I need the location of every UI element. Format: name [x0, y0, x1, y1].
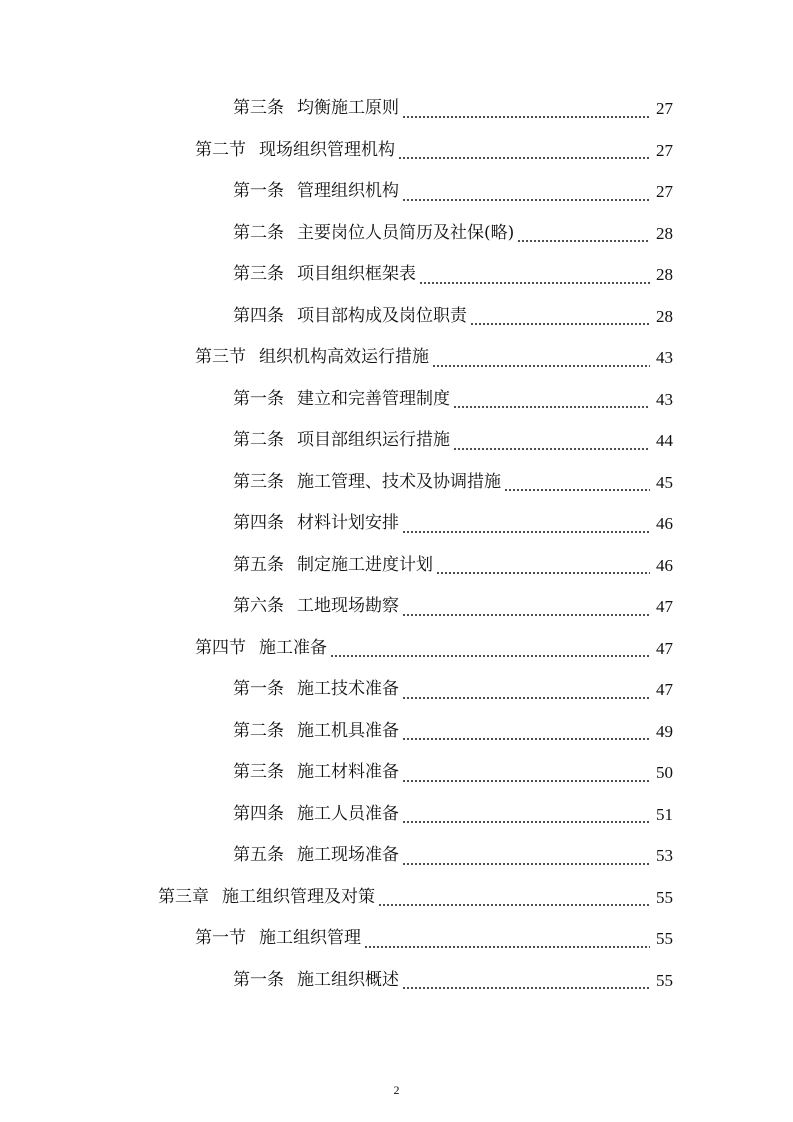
- toc-dot-leader: [432, 365, 650, 367]
- toc-dot-leader: [419, 282, 650, 284]
- toc-dot-leader: [402, 738, 650, 740]
- toc-entry-page: 43: [656, 389, 673, 409]
- toc-entry[interactable]: [0, 296, 793, 338]
- toc-dot-leader: [378, 904, 650, 906]
- toc-entry[interactable]: [0, 918, 793, 960]
- toc-entry-number: 第四节: [195, 637, 246, 658]
- toc-entry-page: 27: [656, 140, 673, 160]
- toc-entry[interactable]: [0, 171, 793, 213]
- toc-entry-title: 施工管理、技术及协调措施: [297, 471, 501, 492]
- toc-entry-number: 第一条: [233, 388, 284, 409]
- toc-entry-page: 53: [656, 846, 673, 866]
- toc-entry-page: 46: [656, 555, 673, 575]
- toc-entry-number: 第五条: [233, 845, 284, 866]
- table-of-contents: [0, 88, 793, 1001]
- toc-dot-leader: [398, 157, 650, 159]
- toc-entry-number: 第一节: [195, 928, 246, 949]
- toc-entry-number: 第一条: [233, 181, 284, 202]
- toc-entry-number: 第二条: [233, 222, 284, 243]
- toc-entry-title: 施工组织概述: [297, 969, 399, 990]
- toc-entry-page: 45: [656, 472, 673, 492]
- toc-entry-page: 28: [656, 223, 673, 243]
- toc-entry-title: 施工材料准备: [297, 762, 399, 783]
- toc-dot-leader: [402, 614, 650, 616]
- toc-entry-title: 工地现场勘察: [297, 596, 399, 617]
- toc-entry[interactable]: [0, 835, 793, 877]
- toc-entry-number: 第四条: [233, 803, 284, 824]
- toc-entry-page: 47: [656, 597, 673, 617]
- toc-entry-title: 施工组织管理及对策: [222, 886, 375, 907]
- toc-entry[interactable]: [0, 794, 793, 836]
- toc-entry-number: 第三章: [158, 886, 209, 907]
- toc-entry-number: 第四条: [233, 305, 284, 326]
- toc-entry-title: 管理组织机构: [297, 181, 399, 202]
- toc-entry-title: 施工组织管理: [259, 928, 361, 949]
- toc-entry-title: 组织机构高效运行措施: [259, 347, 429, 368]
- toc-entry[interactable]: [0, 877, 793, 919]
- toc-entry[interactable]: [0, 545, 793, 587]
- toc-entry-title: 施工技术准备: [297, 679, 399, 700]
- toc-entry-page: 27: [656, 182, 673, 202]
- toc-entry-page: 50: [656, 763, 673, 783]
- toc-entry-title: 建立和完善管理制度: [297, 388, 450, 409]
- toc-entry[interactable]: [0, 254, 793, 296]
- toc-entry-page: 27: [656, 99, 673, 119]
- toc-entry-number: 第六条: [233, 596, 284, 617]
- toc-dot-leader: [402, 821, 650, 823]
- toc-dot-leader: [453, 406, 650, 408]
- toc-entry[interactable]: [0, 752, 793, 794]
- toc-entry-page: 46: [656, 514, 673, 534]
- toc-dot-leader: [402, 199, 650, 201]
- toc-entry[interactable]: [0, 960, 793, 1002]
- toc-dot-leader: [453, 448, 650, 450]
- toc-dot-leader: [436, 572, 650, 574]
- toc-entry-title: 施工人员准备: [297, 803, 399, 824]
- toc-dot-leader: [402, 987, 650, 989]
- toc-entry-page: 55: [656, 887, 673, 907]
- toc-entry[interactable]: [0, 711, 793, 753]
- toc-entry-title: 项目部构成及岗位职责: [297, 305, 467, 326]
- toc-entry-title: 主要岗位人员简历及社保(略): [297, 222, 515, 243]
- toc-entry-page: 51: [656, 804, 673, 824]
- toc-entry-number: 第二节: [195, 139, 246, 160]
- toc-entry-page: 49: [656, 721, 673, 741]
- toc-dot-leader: [517, 240, 650, 242]
- toc-entry-page: 55: [656, 970, 673, 990]
- toc-entry[interactable]: [0, 462, 793, 504]
- toc-entry-page: 43: [656, 348, 673, 368]
- toc-entry-page: 28: [656, 306, 673, 326]
- toc-entry-title: 制定施工进度计划: [297, 554, 433, 575]
- toc-entry-title: 均衡施工原则: [297, 98, 399, 119]
- toc-entry-title: 施工准备: [259, 637, 327, 658]
- toc-entry[interactable]: [0, 88, 793, 130]
- toc-entry-title: 材料计划安排: [297, 513, 399, 534]
- toc-entry-number: 第一条: [233, 679, 284, 700]
- toc-entry-title: 施工机具准备: [297, 720, 399, 741]
- toc-entry[interactable]: [0, 586, 793, 628]
- toc-entry-number: 第三条: [233, 762, 284, 783]
- toc-entry-title: 项目部组织运行措施: [297, 430, 450, 451]
- toc-entry[interactable]: [0, 337, 793, 379]
- toc-entry-number: 第二条: [233, 430, 284, 451]
- toc-entry-title: 项目组织框架表: [297, 264, 416, 285]
- toc-dot-leader: [402, 780, 650, 782]
- toc-dot-leader: [402, 116, 650, 118]
- toc-entry-page: 44: [656, 431, 673, 451]
- toc-entry-number: 第四条: [233, 513, 284, 534]
- page-number: 2: [393, 1083, 400, 1097]
- toc-dot-leader: [402, 863, 650, 865]
- toc-entry-number: 第三条: [233, 264, 284, 285]
- toc-entry-page: 47: [656, 680, 673, 700]
- toc-entry[interactable]: [0, 420, 793, 462]
- toc-entry[interactable]: [0, 213, 793, 255]
- toc-entry-number: 第五条: [233, 554, 284, 575]
- toc-dot-leader: [402, 531, 650, 533]
- toc-entry[interactable]: [0, 503, 793, 545]
- toc-entry-number: 第三节: [195, 347, 246, 368]
- toc-entry-title: 现场组织管理机构: [259, 139, 395, 160]
- toc-entry[interactable]: [0, 669, 793, 711]
- toc-dot-leader: [504, 489, 650, 491]
- toc-dot-leader: [330, 655, 650, 657]
- toc-entry-number: 第三条: [233, 98, 284, 119]
- toc-dot-leader: [470, 323, 650, 325]
- toc-entry-number: 第二条: [233, 720, 284, 741]
- toc-dot-leader: [402, 697, 650, 699]
- toc-entry-page: 28: [656, 265, 673, 285]
- toc-entry-title: 施工现场准备: [297, 845, 399, 866]
- toc-entry-number: 第三条: [233, 471, 284, 492]
- toc-entry-number: 第一条: [233, 969, 284, 990]
- toc-entry-page: 55: [656, 929, 673, 949]
- toc-entry-page: 47: [656, 638, 673, 658]
- toc-entry[interactable]: [0, 628, 793, 670]
- toc-dot-leader: [364, 946, 650, 948]
- toc-entry[interactable]: [0, 130, 793, 172]
- toc-entry[interactable]: [0, 379, 793, 421]
